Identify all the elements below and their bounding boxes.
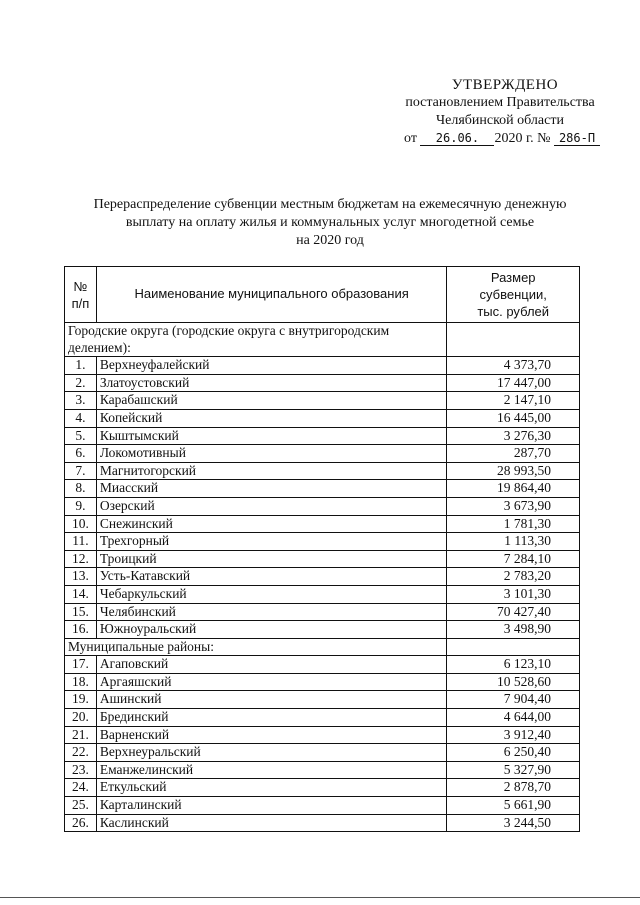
approval-number: 286-П — [554, 131, 600, 146]
row-municipality: Верхнеуральский — [96, 744, 447, 762]
table-row — [65, 585, 580, 603]
header-amount — [447, 267, 580, 323]
section-row — [65, 323, 580, 357]
row-amount: 4 644,00 — [447, 709, 580, 727]
table-row — [65, 621, 580, 639]
row-amount: 5 327,90 — [447, 761, 580, 779]
table-row — [65, 515, 580, 533]
header-amount-line2: субвенции, — [479, 287, 547, 302]
row-amount: 3 673,90 — [447, 497, 580, 515]
row-amount: 16 445,00 — [447, 409, 580, 427]
row-number: 5. — [65, 427, 97, 445]
row-amount: 6 250,40 — [447, 744, 580, 762]
row-number: 19. — [65, 691, 97, 709]
table-row — [65, 374, 580, 392]
approved-title: УТВЕРЖДЕНО — [451, 77, 559, 93]
row-number: 8. — [65, 480, 97, 498]
row-municipality: Карабашский — [96, 392, 447, 410]
header-name: Наименование муниципального образования — [96, 267, 447, 323]
row-number: 9. — [65, 497, 97, 515]
table-row — [65, 427, 580, 445]
row-amount: 5 661,90 — [447, 797, 580, 815]
table-row — [65, 568, 580, 586]
row-amount: 28 993,50 — [447, 462, 580, 480]
table-row — [65, 392, 580, 410]
row-amount: 10 528,60 — [447, 673, 580, 691]
document-heading — [70, 196, 590, 250]
approval-date: 26.06. — [420, 131, 494, 146]
row-number: 24. — [65, 779, 97, 797]
table-row — [65, 480, 580, 498]
approval-stamp — [370, 76, 600, 148]
row-amount: 4 373,70 — [447, 357, 580, 375]
row-number: 11. — [65, 533, 97, 551]
table-row — [65, 656, 580, 674]
table-row — [65, 445, 580, 463]
row-municipality: Озерский — [96, 497, 447, 515]
approved-region-line: Челябинской области — [436, 113, 564, 128]
approved-by-line: постановлением Правительства — [405, 95, 595, 110]
table-row — [65, 533, 580, 551]
table-row — [65, 550, 580, 568]
page-bottom-rule — [0, 897, 640, 898]
row-municipality: Троицкий — [96, 550, 447, 568]
heading-line-3: на 2020 год — [296, 233, 364, 248]
row-amount: 3 498,90 — [447, 621, 580, 639]
row-amount: 7 284,10 — [447, 550, 580, 568]
row-number: 13. — [65, 568, 97, 586]
row-amount: 2 783,20 — [447, 568, 580, 586]
row-municipality: Брединский — [96, 709, 447, 727]
row-amount: 1 113,30 — [447, 533, 580, 551]
section-title: Муниципальные районы: — [65, 638, 447, 656]
row-number: 7. — [65, 462, 97, 480]
row-municipality: Копейский — [96, 409, 447, 427]
row-number: 20. — [65, 709, 97, 727]
row-number: 12. — [65, 550, 97, 568]
row-amount: 7 904,40 — [447, 691, 580, 709]
table-row — [65, 603, 580, 621]
header-number — [65, 267, 97, 323]
row-amount: 3 244,50 — [447, 814, 580, 832]
row-municipality: Еманжелинский — [96, 761, 447, 779]
table-header-row — [65, 267, 580, 323]
row-municipality: Карталинский — [96, 797, 447, 815]
row-municipality: Кыштымский — [96, 427, 447, 445]
row-municipality: Магнитогорский — [96, 462, 447, 480]
row-municipality: Чебаркульский — [96, 585, 447, 603]
row-municipality: Варненский — [96, 726, 447, 744]
row-municipality: Ашинский — [96, 691, 447, 709]
row-amount: 70 427,40 — [447, 603, 580, 621]
row-number: 26. — [65, 814, 97, 832]
table-row — [65, 779, 580, 797]
approval-date-row — [370, 130, 600, 148]
row-amount: 287,70 — [447, 445, 580, 463]
header-number-line2: п/п — [71, 295, 90, 311]
row-municipality: Снежинский — [96, 515, 447, 533]
approval-year-text: 2020 г. № — [494, 131, 551, 146]
subsidy-table — [64, 266, 580, 832]
row-municipality: Усть-Катавский — [96, 568, 447, 586]
table-row — [65, 726, 580, 744]
row-number: 25. — [65, 797, 97, 815]
row-municipality: Южноуральский — [96, 621, 447, 639]
table-row — [65, 462, 580, 480]
row-amount: 17 447,00 — [447, 374, 580, 392]
row-number: 21. — [65, 726, 97, 744]
table-body — [65, 323, 580, 832]
row-municipality: Миасский — [96, 480, 447, 498]
table-row — [65, 761, 580, 779]
header-amount-line1: Размер — [490, 270, 536, 285]
row-number: 1. — [65, 357, 97, 375]
row-number: 22. — [65, 744, 97, 762]
row-number: 3. — [65, 392, 97, 410]
row-number: 15. — [65, 603, 97, 621]
row-number: 4. — [65, 409, 97, 427]
row-municipality: Верхнеуфалейский — [96, 357, 447, 375]
row-number: 10. — [65, 515, 97, 533]
row-number: 2. — [65, 374, 97, 392]
row-municipality: Еткульский — [96, 779, 447, 797]
header-number-line1: № — [73, 278, 88, 294]
table-row — [65, 691, 580, 709]
from-prefix: от — [404, 131, 417, 146]
heading-line-1: Перераспределение субвенции местным бюджетам на ежемесячную денежную — [93, 197, 567, 212]
row-number: 14. — [65, 585, 97, 603]
row-municipality: Локомотивный — [96, 445, 447, 463]
section-title: Городские округа (городские округа с внутригородским делением): — [65, 323, 447, 357]
row-municipality: Агаповский — [96, 656, 447, 674]
row-number: 18. — [65, 673, 97, 691]
row-municipality: Аргаяшский — [96, 673, 447, 691]
row-amount: 3 276,30 — [447, 427, 580, 445]
table-row — [65, 797, 580, 815]
heading-line-2: выплату на оплату жилья и коммунальных услуг многодетной семье — [125, 215, 535, 230]
table-row — [65, 357, 580, 375]
row-number: 17. — [65, 656, 97, 674]
table-row — [65, 744, 580, 762]
row-amount: 3 912,40 — [447, 726, 580, 744]
row-number: 16. — [65, 621, 97, 639]
row-municipality: Челябинский — [96, 603, 447, 621]
table-row — [65, 814, 580, 832]
table-row — [65, 497, 580, 515]
row-amount: 1 781,30 — [447, 515, 580, 533]
header-amount-line3: тыс. рублей — [477, 304, 550, 319]
section-amount-cell — [447, 638, 580, 656]
row-amount: 2 878,70 — [447, 779, 580, 797]
table-row — [65, 673, 580, 691]
row-municipality: Трехгорный — [96, 533, 447, 551]
table-row — [65, 409, 580, 427]
row-number: 23. — [65, 761, 97, 779]
row-amount: 2 147,10 — [447, 392, 580, 410]
row-amount: 3 101,30 — [447, 585, 580, 603]
row-amount: 19 864,40 — [447, 480, 580, 498]
row-municipality: Златоустовский — [96, 374, 447, 392]
section-row — [65, 638, 580, 656]
row-municipality: Каслинский — [96, 814, 447, 832]
row-amount: 6 123,10 — [447, 656, 580, 674]
row-number: 6. — [65, 445, 97, 463]
section-amount-cell — [447, 323, 580, 357]
table-row — [65, 709, 580, 727]
